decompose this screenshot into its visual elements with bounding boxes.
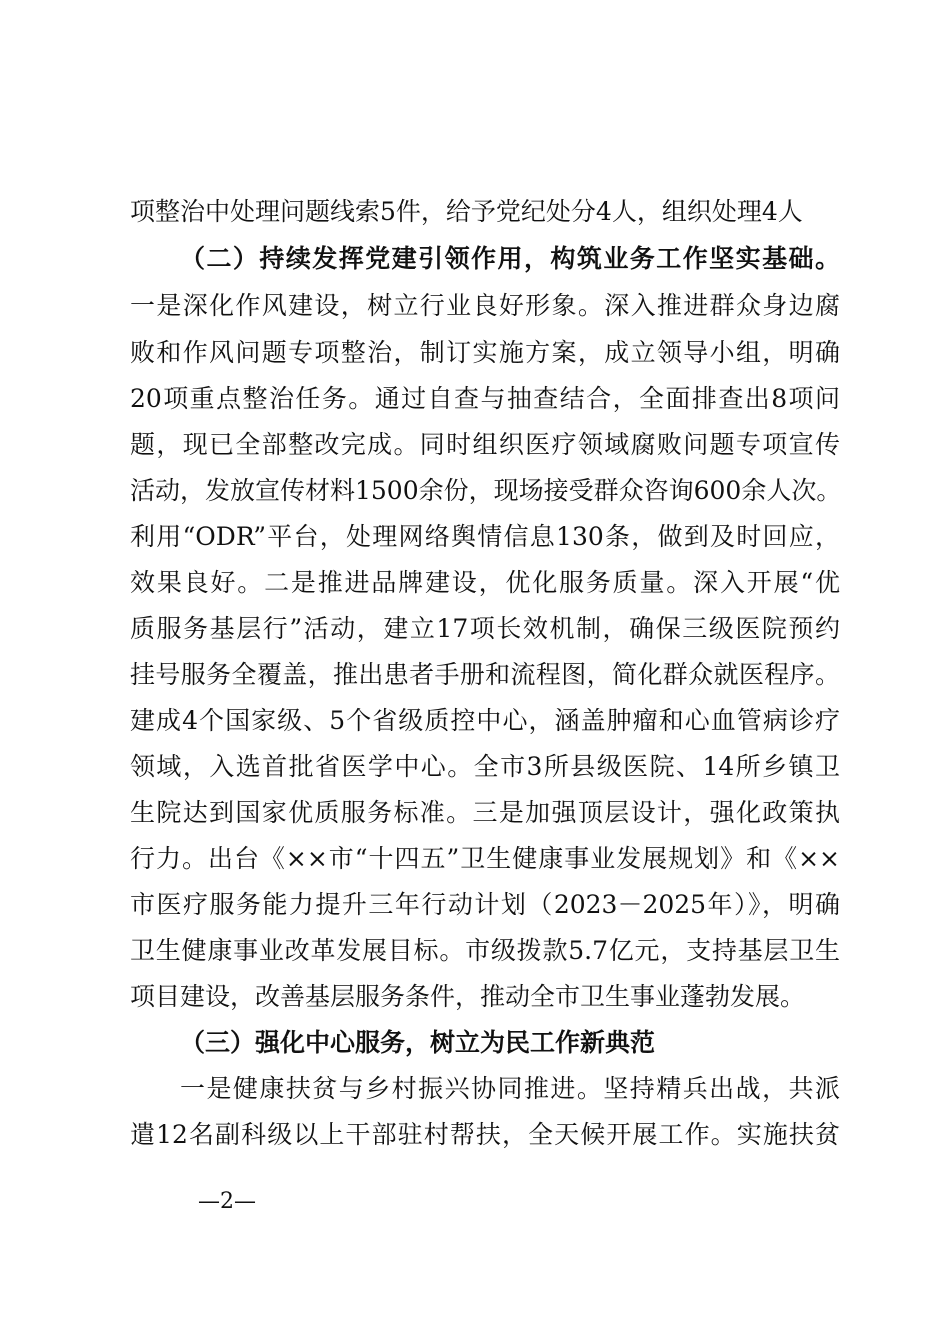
text-line-20: 一是健康扶贫与乡村振兴协同推进。坚持精兵出战，共派 (180, 1074, 840, 1103)
text-line-14: 生院达到国家优质服务标准。三是加强顶层设计，强化政策执 (130, 798, 840, 827)
text-line-5: 20项重点整治任务。通过自查与抽查结合，全面排查出8项问 (130, 384, 840, 413)
text-line-1: 项整治中处理问题线索5件，给予党纪处分4人，组织处理4人 (130, 197, 803, 226)
text-line-15: 行力。出台《××市“十四五”卫生健康事业发展规划》和《×× (130, 844, 840, 873)
text-line-18: 项目建设，改善基层服务条件，推动全市卫生事业蓬勃发展。 (130, 982, 806, 1011)
text-line-3: 一是深化作风建设，树立行业良好形象。深入推进群众身边腐 (130, 291, 840, 320)
text-line-10: 质服务基层行”活动，建立17项长效机制，确保三级医院预约 (130, 614, 840, 643)
text-line-13: 领域，入选首批省医学中心。全市3所县级医院、14所乡镇卫 (130, 752, 840, 781)
text-line-8: 利用“ODR”平台，处理网络舆情信息130条，做到及时回应， (130, 522, 840, 551)
text-line-21: 遣12名副科级以上干部驻村帮扶，全天候开展工作。实施扶贫 (130, 1120, 840, 1149)
section-heading-3: （三）强化中心服务，树立为民工作新典范 (180, 1028, 656, 1057)
text-line-12: 建成4个国家级、5个省级质控中心，涵盖肿瘤和心血管病诊疗 (130, 706, 840, 735)
text-line-7: 活动，发放宣传材料1500余份，现场接受群众咨询600余人次。 (130, 476, 842, 505)
text-line-11: 挂号服务全覆盖，推出患者手册和流程图，简化群众就医程序。 (130, 660, 840, 689)
text-line-16: 市医疗服务能力提升三年行动计划（2023－2025年）》，明确 (130, 890, 840, 919)
page-number: —2— (198, 1189, 256, 1214)
text-line-17: 卫生健康事业改革发展目标。市级拨款5.7亿元，支持基层卫生 (130, 936, 840, 965)
text-line-9: 效果良好。二是推进品牌建设，优化服务质量。深入开展“优 (130, 568, 840, 597)
section-heading-2: （二）持续发挥党建引领作用，构筑业务工作坚实基础。 (180, 244, 840, 273)
text-line-4: 败和作风问题专项整治，制订实施方案，成立领导小组，明确 (130, 338, 840, 367)
text-line-6: 题，现已全部整改完成。同时组织医疗领域腐败问题专项宣传 (130, 430, 840, 459)
